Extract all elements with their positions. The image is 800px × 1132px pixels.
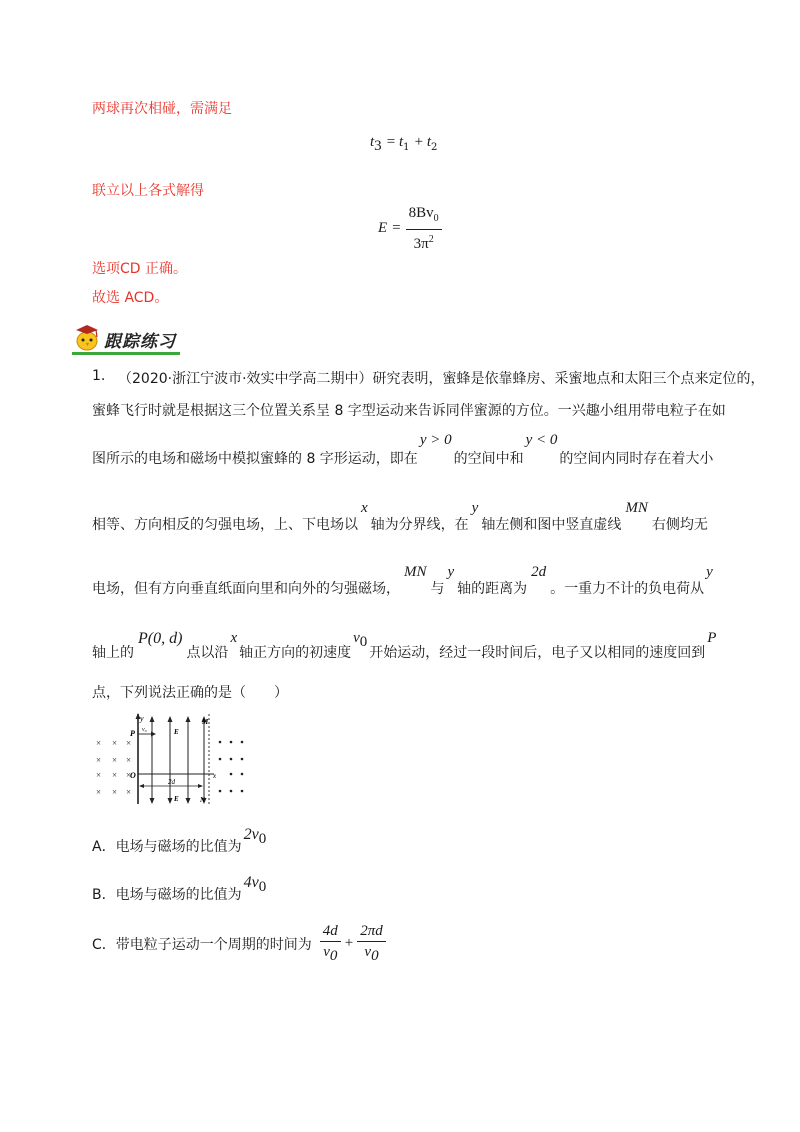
svg-text:×: × — [112, 755, 118, 765]
question-line-2: 蜜蜂飞行时就是根据这三个位置关系呈 8 字型运动来告诉同伴蜜源的方位。一兴趣小组用带电粒子在如 — [92, 403, 726, 419]
physics-field-figure — [92, 712, 252, 812]
svg-text:N: N — [200, 796, 206, 804]
svg-text:P: P — [130, 729, 135, 738]
question-line-6: 轴上的 P(0, d) 点以沿 x 轴正方向的初速度 $v_0$ 开始运动，经过一段时间后，电子又以相同的速度回到 P — [92, 630, 717, 661]
magnetic-field-out-of-page-icon — [219, 741, 244, 793]
question-number: 1. — [92, 368, 106, 384]
section-badge-underline — [72, 352, 180, 355]
svg-text:×: × — [126, 770, 132, 780]
solution-line-4: 故选 ACD。 — [92, 290, 169, 306]
solution-line-2: 联立以上各式解得 — [92, 183, 204, 199]
section-badge — [72, 322, 176, 356]
section-badge-label: 跟踪练习 — [104, 331, 176, 352]
question-line-4: 相等、方向相反的匀强电场，上、下电场以 x 轴为分界线，在 y 轴左侧和图中竖直虚线 MN 右侧均无 — [92, 500, 708, 533]
svg-text:×: × — [126, 755, 132, 765]
svg-text:×: × — [96, 738, 102, 748]
question-line-5: 电场，但有方向垂直纸面向里和向外的匀强磁场， MN 与 y 轴的距离为 2d 。一重力不计的负电荷从 y — [92, 564, 713, 597]
svg-text:v₀: v₀ — [142, 727, 147, 733]
svg-text:E: E — [174, 795, 179, 803]
svg-text:×: × — [112, 770, 118, 780]
option-C[interactable]: C．带电粒子运动一个周期的时间为 $\frac{4d}{v_0}$ + $\frac{2\pi d}{v_0}$ — [92, 922, 386, 965]
option-B[interactable]: B．电场与磁场的比值为 $4v_0$ — [92, 874, 267, 903]
cartoon-chick-graduate-icon — [72, 322, 102, 356]
solution-line-1: 两球再次相碰，需满足 — [92, 101, 232, 117]
svg-text:M: M — [202, 718, 209, 726]
solution-line-3: 选项CD 正确。 — [92, 261, 188, 277]
svg-text:x: x — [213, 772, 217, 780]
svg-text:O: O — [130, 771, 136, 780]
svg-text:×: × — [96, 787, 102, 797]
question-source-line: （2020·浙江宁波市·效实中学高二期中）研究表明，蜜蜂是依靠蜂房、采蜜地点和太阳三个点来定位的， — [118, 371, 765, 387]
svg-text:y: y — [140, 714, 144, 723]
option-A[interactable]: A．电场与磁场的比值为 $2v_0$ — [92, 826, 267, 855]
question-line-3: 图所示的电场和磁场中模拟蜜蜂的 8 字形运动，即在 y > 0 的空间中和 y < 0 的空间内同时存在着大小 — [92, 432, 714, 467]
magnetic-field-into-page-icon — [96, 738, 131, 797]
svg-text:E: E — [174, 728, 179, 736]
svg-text:×: × — [96, 755, 102, 765]
svg-text:2d: 2d — [168, 778, 175, 786]
equation-E: E = $\frac{8Bv_0}{3\pi^2}$ — [378, 204, 442, 253]
svg-text:×: × — [112, 738, 118, 748]
svg-text:×: × — [126, 787, 132, 797]
question-line-7: 点，下列说法正确的是（ ） — [92, 685, 288, 701]
svg-text:×: × — [112, 787, 118, 797]
svg-text:×: × — [126, 738, 132, 748]
equation-t3: $t_3 = t_1 + t_2$ — [370, 134, 438, 155]
svg-text:×: × — [96, 770, 102, 780]
